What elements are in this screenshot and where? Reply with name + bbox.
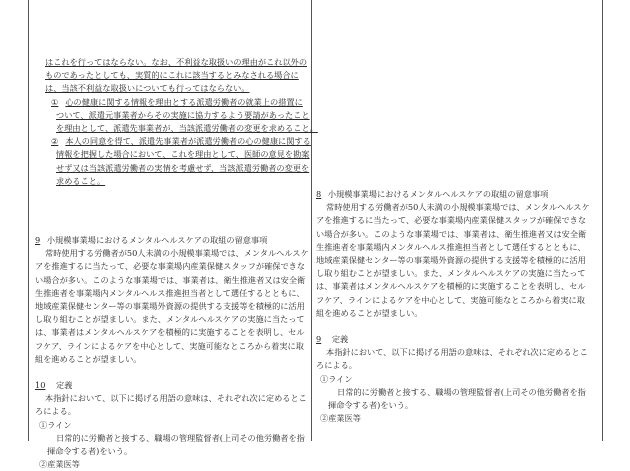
- table-border-middle: [311, 0, 312, 441]
- body-line: 地域産業保健センター等の事業場外資源の提供する支援等を積極的に活用: [316, 255, 586, 266]
- body-line: フケア、ラインによるケアを中心として、実施可能なところから着実に取: [35, 340, 304, 351]
- right-column: [316, 188, 598, 425]
- body-line: 常時使用する労働者が50人未満の小規模事業場では、メンタルヘルスケ: [45, 248, 309, 259]
- list-text: 心の健康に関する情報を理由とする派遣労働者の就業上の措置に: [65, 96, 303, 107]
- body-line: は、事業者はメンタルヘルスケアを積極的に実施することを表明し、セル: [316, 281, 586, 292]
- body-line: 生推進者を事業場内メンタルヘルス推進担当者として選任するとともに、: [316, 241, 586, 252]
- underlined-line: ものであったとしても、実質的にこれに該当するとみなされる場合に: [45, 70, 299, 81]
- underlined-line: は、当該不利益な取扱いについても行ってはならない。: [45, 83, 250, 94]
- body-line: アを推進するに当たって、必要な事業場内産業保健スタッフが確保できな: [316, 215, 587, 226]
- section-heading: [35, 234, 307, 247]
- section-title: 小規模事業場におけるメンタルヘルスケアの取組の留意事項: [46, 235, 268, 246]
- body-line: 地域産業保健センター等の事業場外資源の提供する支援等を積極的に活用: [35, 301, 305, 312]
- body-line: し取り組むことが望ましい。また、メンタルヘルスケアの実施に当たって: [35, 314, 305, 325]
- section-heading: [316, 188, 598, 201]
- body-line: は、事業者はメンタルヘルスケアを積極的に実施することを表明し、セル: [35, 327, 305, 338]
- body-line: ろによる。: [35, 406, 76, 417]
- body-line: 組を進めることが望ましい。: [316, 307, 423, 318]
- list-marker: ①: [51, 96, 59, 107]
- list-text: せず又は当該派遣労働者の実情を考慮せず、当該派遣労働者の変更を: [56, 162, 310, 173]
- list-text: を理由として、派遣先事業者が、当該派遣労働者の変更を求めること。: [56, 123, 318, 134]
- left-column: [35, 56, 318, 471]
- body-line: い場合が多い。このような事業場では、事業者は、衛生推進者又は安全衛: [316, 228, 587, 239]
- body-line: フケア、ラインによるケアを中心として、実施可能なところから着実に取: [316, 294, 585, 305]
- body-line: 本指針において、以下に掲げる用語の意味は、それぞれ次に定めるとこ: [326, 347, 588, 358]
- list-text: 本人の同意を得て、派遣先事業者が派遣労働者の心の健康に関する: [65, 136, 311, 147]
- definition-label: ②産業医等: [320, 413, 361, 424]
- definition-line: 揮命令する者)をいう。: [328, 400, 414, 411]
- definition-line: 日常的に労働者と接する、職場の管理監督者(上司その他労働者を指: [337, 386, 586, 397]
- list-item-1: [35, 96, 307, 109]
- definition-line: 日常的に労働者と接する、職場の管理監督者(上司その他労働者を指: [56, 432, 305, 443]
- definition-label: ①ライン: [39, 419, 72, 430]
- body-line: い場合が多い。このような事業場では、事業者は、衛生推進者又は安全衛: [35, 274, 306, 285]
- definition-label: ①ライン: [320, 373, 353, 384]
- section-number: 9: [35, 235, 41, 246]
- body-line: アを推進するに当たって、必要な事業場内産業保健スタッフが確保できな: [35, 261, 306, 272]
- list-marker: ②: [51, 136, 59, 147]
- section-number: 9: [316, 334, 322, 345]
- section-title: 定義: [56, 380, 73, 391]
- body-line: 組を進めることが望ましい。: [35, 353, 142, 364]
- body-line: 常時使用する労働者が50人未満の小規模事業場では、メンタルヘルスケ: [326, 202, 590, 213]
- section-title: 定義: [331, 334, 349, 345]
- definition-line: 揮命令する者)をいう。: [47, 446, 133, 457]
- table-border-right: [602, 0, 603, 441]
- list-text: ついて、派遣元事業者からその実施に協力するよう要請があったこと: [56, 109, 310, 120]
- body-line: し取り組むことが望ましい。また、メンタルヘルスケアの実施に当たって: [316, 268, 586, 279]
- underlined-line: はこれを行ってはならない。なお、不利益な取扱いの理由がこれ以外の: [45, 57, 308, 67]
- section-heading: [35, 379, 307, 392]
- list-text: 求めること。: [56, 175, 106, 186]
- section-title: 小規模事業場におけるメンタルヘルスケアの取組の留意事項: [327, 189, 549, 199]
- section-number: 10: [35, 380, 46, 391]
- section-heading: [316, 333, 598, 346]
- table-border-left: [28, 0, 29, 441]
- definition-label: ②産業医等: [39, 459, 80, 470]
- body-line: 生推進者を事業場内メンタルヘルス推進担当者として選任するとともに、: [35, 287, 305, 298]
- section-number: 8: [316, 189, 322, 199]
- body-line: ろによる。: [316, 360, 357, 371]
- list-text: 情報を把握した場合において、これを理由として、医師の意見を勘案: [56, 149, 310, 160]
- body-line: 本指針において、以下に掲げる用語の意味は、それぞれ次に定めるとこ: [45, 393, 307, 404]
- list-item-2: [35, 135, 311, 148]
